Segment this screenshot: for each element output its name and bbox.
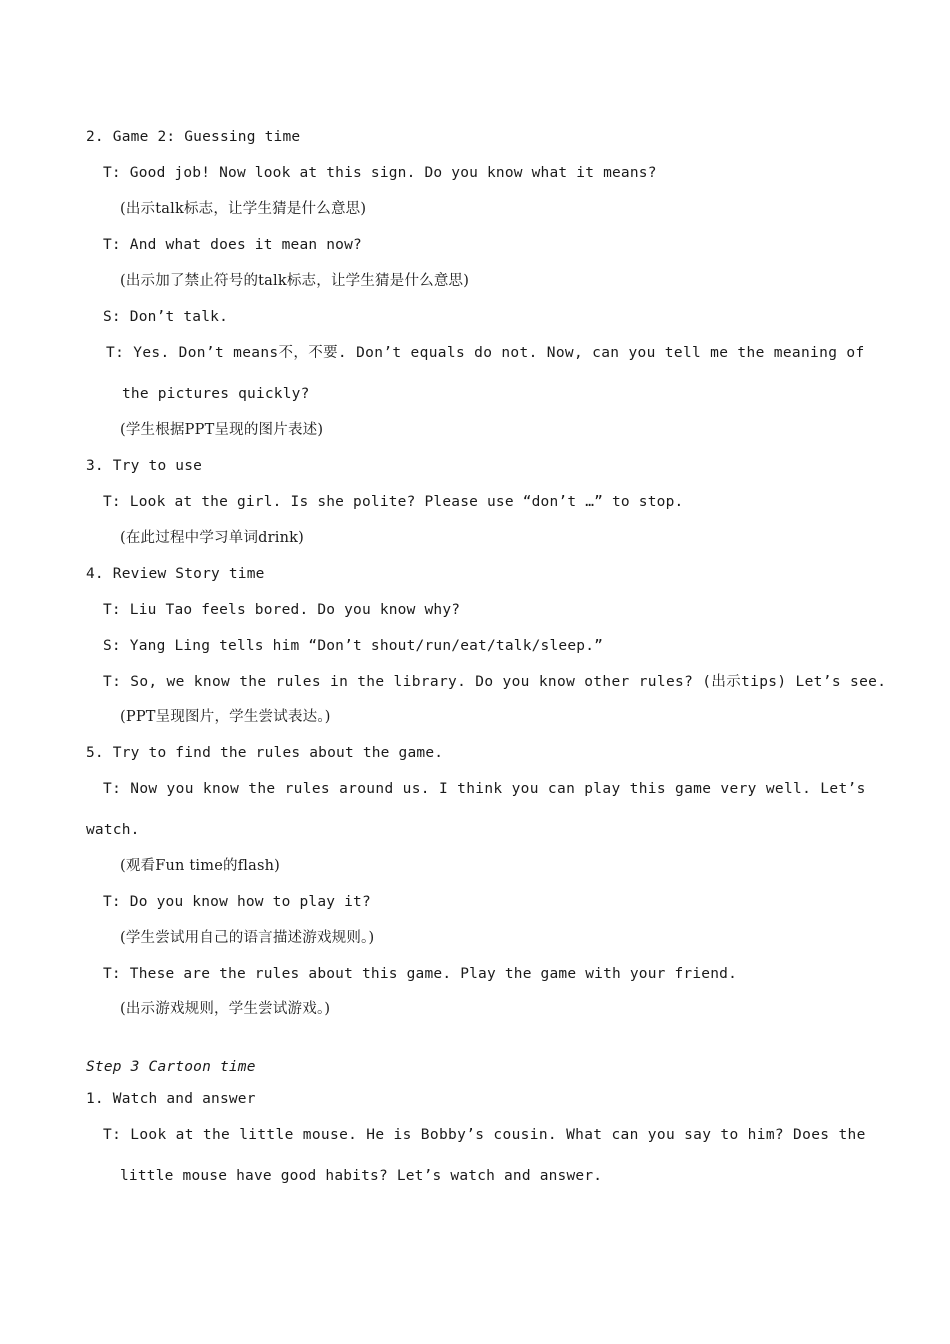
dialogue-line: T: And what does it mean now? — [103, 237, 362, 253]
dialogue-line: S: Yang Ling tells him “Don’t shout/run/eat/talk/sleep.” — [103, 638, 604, 654]
dialogue-line: T: Look at the girl. Is she polite? Please use “don’t …” to stop. — [103, 494, 684, 510]
item-heading-watch-and-answer: 1. Watch and answer — [86, 1091, 256, 1107]
instruction-note: (出示游戏规则，学生尝试游戏。) — [120, 1001, 331, 1017]
dialogue-line: T: Now you know the rules around us. I think you can play this game very well. Let’s — [103, 781, 866, 797]
instruction-note: (学生根据PPT呈现的图片表述) — [120, 422, 324, 438]
dialogue-line: T: Do you know how to play it? — [103, 894, 371, 910]
dialogue-continuation: the pictures quickly? — [122, 386, 310, 402]
instruction-note: (出示talk标志，让学生猜是什么意思) — [120, 201, 367, 217]
item-heading-try-to-use: 3. Try to use — [86, 458, 203, 474]
dialogue-line: S: Don’t talk. — [103, 309, 229, 325]
item-heading-find-rules: 5. Try to find the rules about the game. — [86, 745, 444, 761]
item-heading-review-story-time: 4. Review Story time — [86, 566, 265, 582]
step-heading-cartoon-time: Step 3 Cartoon time — [86, 1059, 256, 1075]
instruction-note: (PPT呈现图片，学生尝试表达。) — [120, 709, 331, 725]
instruction-note: (学生尝试用自己的语言描述游戏规则。) — [120, 930, 375, 946]
dialogue-line: T: Liu Tao feels bored. Do you know why? — [103, 602, 461, 618]
dialogue-line: T: Good job! Now look at this sign. Do you know what it means? — [103, 165, 657, 181]
dialogue-line: T: Look at the little mouse. He is Bobby’s cousin. What can you say to him? Does the — [103, 1127, 866, 1143]
item-heading-game-2: 2. Game 2: Guessing time — [86, 129, 301, 145]
instruction-note: (出示加了禁止符号的talk标志，让学生猜是什么意思) — [120, 273, 470, 289]
instruction-note: (观看Fun time的flash) — [120, 858, 280, 874]
dialogue-line: T: Yes. Don’t means不，不要. Don’t equals do not. Now, can you tell me the meaning of — [106, 345, 865, 361]
instruction-note: (在此过程中学习单词drink) — [120, 530, 304, 546]
dialogue-line: T: These are the rules about this game. Play the game with your friend. — [103, 966, 738, 982]
dialogue-continuation: watch. — [86, 822, 140, 838]
dialogue-continuation: little mouse have good habits? Let’s watch and answer. — [120, 1168, 603, 1184]
dialogue-line: T: So, we know the rules in the library. Do you know other rules? (出示tips) Let’s see. — [103, 674, 887, 690]
